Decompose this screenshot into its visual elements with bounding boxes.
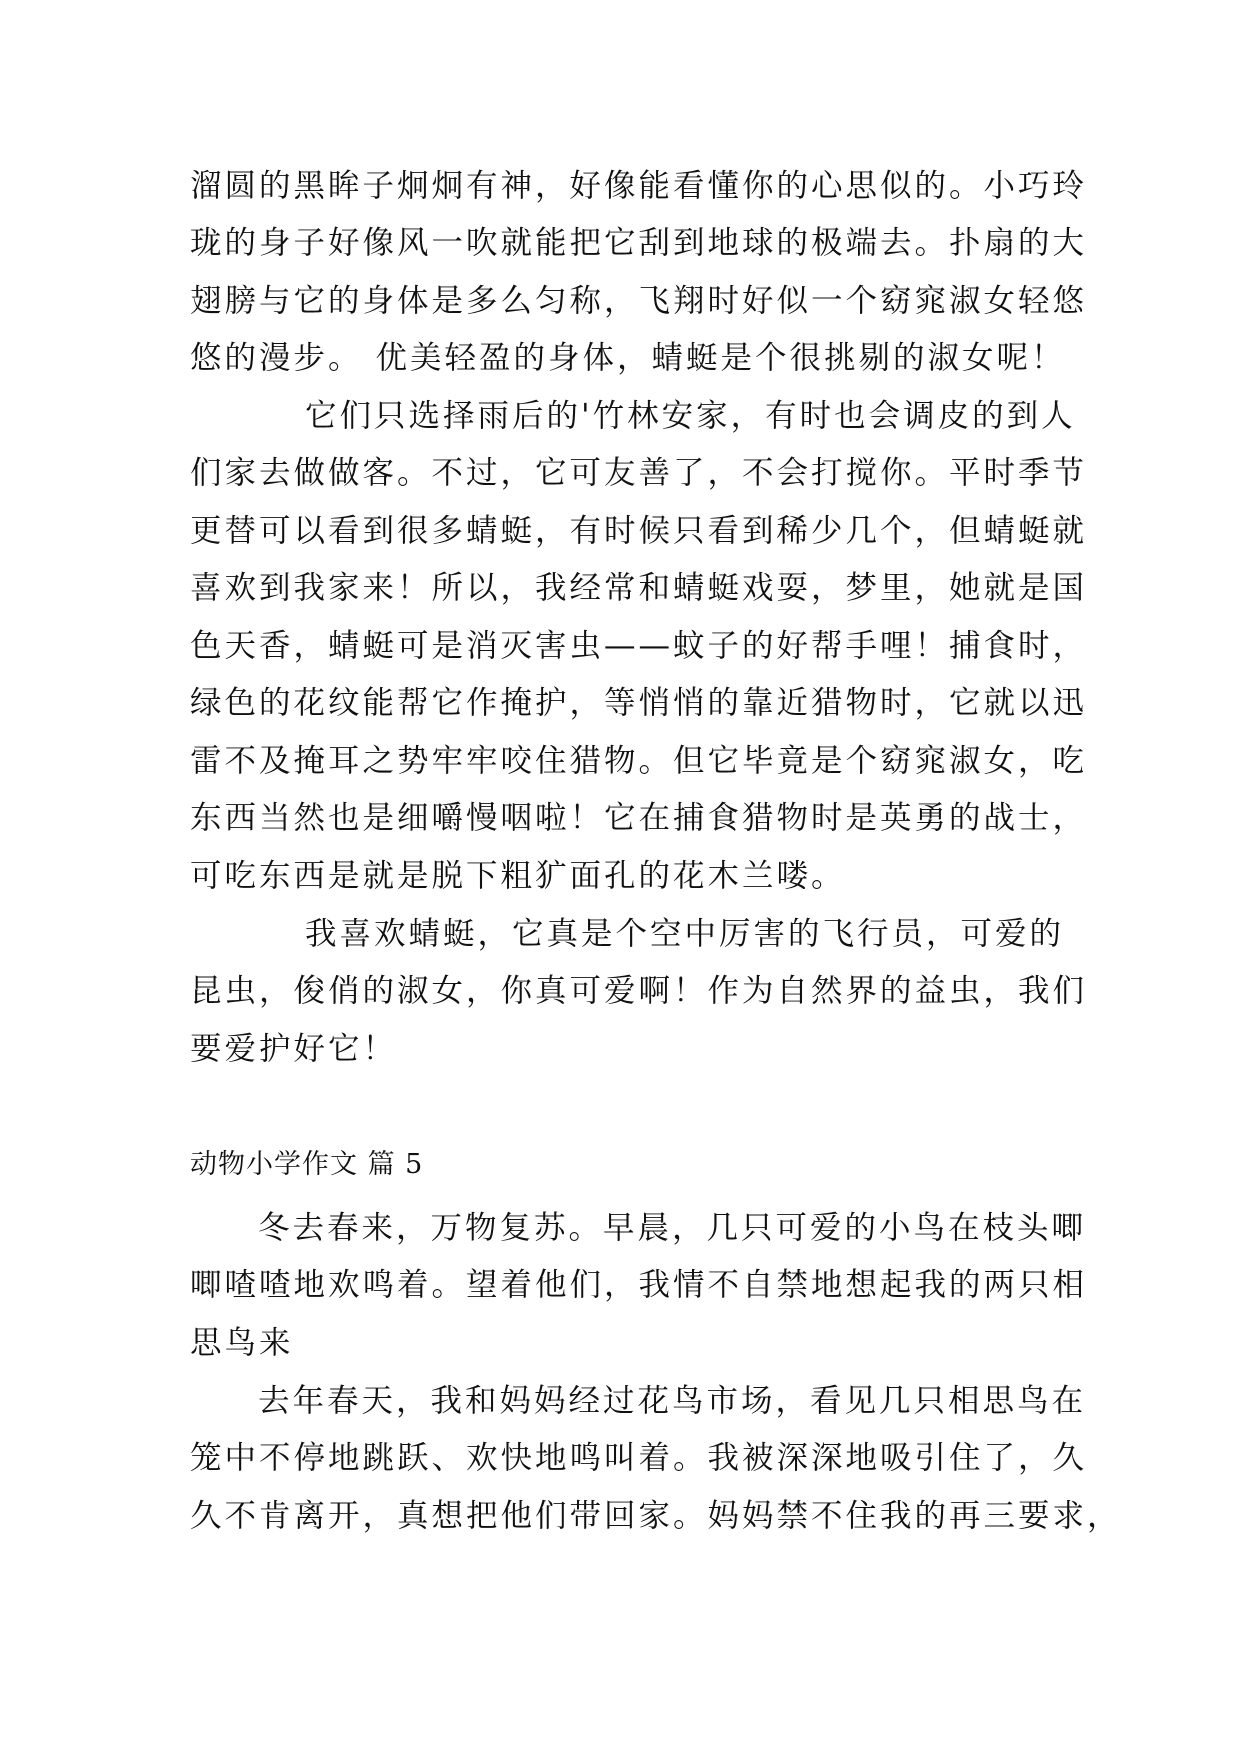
text-line: 思鸟来: [190, 1325, 294, 1361]
section-heading: 动物小学作文 篇 5: [190, 1149, 424, 1180]
text-line: 更替可以看到很多蜻蜓，有时候只看到稀少几个，但蜻蜓就: [190, 513, 1088, 549]
text-line: 喜欢到我家来！所以，我经常和蜻蜓戏耍，梦里，她就是国: [190, 570, 1088, 606]
text-line: 悠的漫步。 优美轻盈的身体，蜻蜓是个很挑剔的淑女呢！: [190, 340, 1066, 376]
text-line: 唧喳喳地欢鸣着。望着他们，我情不自禁地想起我的两只相: [190, 1267, 1088, 1303]
paragraph-first-line: 我喜欢蜻蜓，它真是个空中厉害的飞行员，可爱的: [305, 916, 1065, 952]
text-line: 雷不及掩耳之势牢牢咬住猎物。但它毕竟是个窈窕淑女，吃: [190, 743, 1088, 779]
text-line: 昆虫，俊俏的淑女，你真可爱啊！作为自然界的益虫，我们: [190, 973, 1088, 1009]
text-line: 色天香，蜻蜓可是消灭害虫——蚊子的好帮手哩！捕食时，: [190, 628, 1088, 664]
paragraph-first-line: 去年春天，我和妈妈经过花鸟市场，看见几只相思鸟在: [258, 1383, 1087, 1419]
text-line: 笼中不停地跳跃、欢快地鸣叫着。我被深深地吸引住了，久: [190, 1440, 1088, 1476]
text-line: 翅膀与它的身体是多么匀称，飞翔时好似一个窈窕淑女轻悠: [190, 283, 1088, 319]
text-line: 溜圆的黑眸子炯炯有神，好像能看懂你的心思似的。小巧玲: [190, 168, 1088, 204]
text-line: 久不肯离开，真想把他们带回家。妈妈禁不住我的再三要求，: [190, 1498, 1122, 1534]
text-line: 要爱护好它！: [190, 1031, 398, 1067]
paragraph-first-line: 它们只选择雨后的'竹林安家，有时也会调皮的到人: [305, 398, 1076, 434]
text-line: 珑的身子好像风一吹就能把它刮到地球的极端去。扑扇的大: [190, 225, 1088, 261]
text-line: 可吃东西是就是脱下粗犷面孔的花木兰喽。: [190, 858, 846, 894]
text-line: 们家去做做客。不过，它可友善了，不会打搅你。平时季节: [190, 455, 1088, 491]
paragraph-first-line: 冬去春来，万物复苏。早晨，几只可爱的小鸟在枝头唧: [258, 1210, 1087, 1246]
text-line: 绿色的花纹能帮它作掩护，等悄悄的靠近猎物时，它就以迅: [190, 685, 1088, 721]
text-line: 东西当然也是细嚼慢咽啦！它在捕食猎物时是英勇的战士，: [190, 800, 1088, 836]
